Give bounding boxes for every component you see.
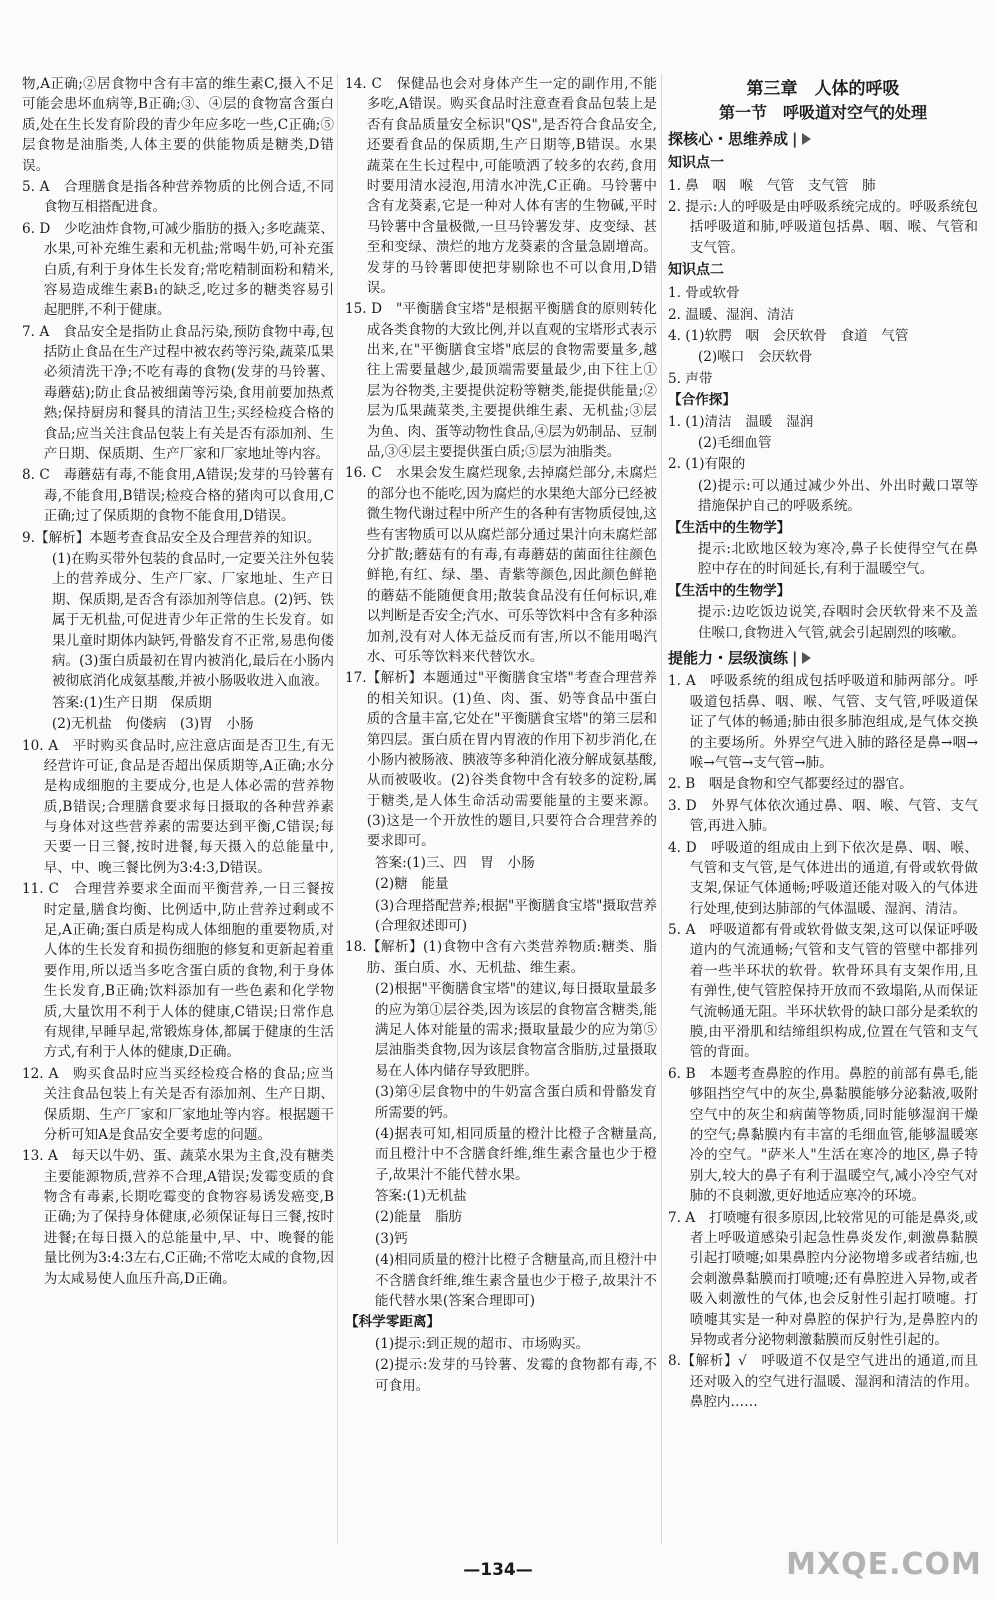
- answer-item-15: 15. D "平衡膳食宝塔"是根据平衡膳食的原则转化成各类食物的大致比例,并以直观的宝塔形式表示出来,在"平衡膳食宝塔"底层的食物需要量多,越往上需要量越少,最顶端需要量最少,由下往上①层为谷物类,主要提供淀粉等糖类,能提供能量;②层为瓜果蔬菜类,主要提供维生素、无机盐;③层为鱼、肉、蛋等动物性食品,④层为奶制品、豆制品,③④层主要提供蛋白质;⑤层为油脂类。: [345, 301, 657, 461]
- answer-item-7: 7. A 食品安全是指防止食品污染,预防食物中毒,包括防止食品在生产过程中被农药等污染,蔬菜瓜果必须清洗干净;不吃有毒的食物(发芽的马铃薯、毒蘑菇);防止食品被细菌等污染,食用前要加热煮熟;保持厨房和餐具的清洁卫生;买经检疫合格的食品;应当关注食品包装上有关是否有添加剂、生产日期、保质期、生产厂家和厂家地址等内容。: [22, 323, 334, 463]
- answer-item-8: 8. C 毒蘑菇有毒,不能食用,A错误;发芽的马铃薯有毒,不能食用,B错误;检疫合格的猪肉可以食用,C正确;过了保质期的食物不能食用,D错误。: [22, 467, 334, 525]
- answer-item-18-analysis: 18.【解析】(1)食物中含有六类营养物质:糖类、脂肪、蛋白质、水、无机盐、维生素。: [345, 939, 657, 976]
- science-tip-2: (2)提示:发芽的马铃薯、发霉的食物都有毒,不可食用。: [374, 1357, 657, 1394]
- answer-item-13: 13. A 每天以牛奶、蛋、蔬菜水果为主食,没有糖类主要能源物质,营养不合理,A错误;发霉变质的食物含有毒素,长期吃霉变的食物容易诱发癌变,B正确;为了保持身体健康,必须保证每日三餐,按时进餐;在每日摄入的总能量中,早、中、晚餐的能量比例为3:4:3左右,C正确;不常吃太咸的食物,因为太咸易使人血压升高,D正确。: [22, 1148, 334, 1287]
- column-divider: [337, 74, 338, 1544]
- knowledge-heading: 知识点一: [668, 154, 724, 171]
- knowledge-line: 1. 鼻 咽 喉 气管 支气管 肺: [668, 177, 876, 194]
- answer-item-17-answer-2: (2)糖 能量: [374, 876, 449, 893]
- answer-item-17-answer-3: (3)合理搭配营养;根据"平衡膳食宝塔"摄取营养(合理叙述即可): [374, 897, 657, 935]
- bar-separator: |: [792, 130, 798, 149]
- science-section-label: 【科学零距离】: [345, 1314, 441, 1331]
- answer-item-17-analysis: 17.【解析】本题通过"平衡膳食宝塔"考查合理营养的相关知识。(1)鱼、肉、蛋、奶等食品中蛋白质的含量丰富,它处在"平衡膳食宝塔"的第三层和第四层。蛋白质在胃内胃液的作用下初步消化,在小肠内被肠液、胰液等多种消化液分解成氨基酸,从而被吸收。(2)谷类食物中含有较多的淀粉,属于糖类,是人体生命活动需要能量的主要来源。(3)这是一个开放性的题目,只要符合合理营养的要求即可。: [345, 670, 657, 850]
- answer-item-18-answer-4: (4)相同质量的橙汁比橙子含糖量高,而且橙汁中不含膳食纤维,维生素含量也少于橙子,故果汁不能代替水果(答案合理即可): [374, 1252, 657, 1310]
- section-title: 第一节 呼吸道对空气的处理: [718, 102, 927, 122]
- right-column: [668, 78, 978, 1413]
- cooperation-line: 2. (1)有限的: [668, 456, 746, 473]
- section-bar-core: [668, 128, 978, 151]
- practice-answer-7: 7. A 打喷嚏有很多原因,比较常见的可能是鼻炎,或者上呼吸道感染引起急性鼻炎发作,刺激鼻黏膜引起打喷嚏;如果鼻腔内分泌物增多或者结痂,也会刺激鼻黏膜而打喷嚏;还有鼻腔进入异物,或者吸入刺激性的气体,也会反射性引起打喷嚏。打喷嚏其实是一种对鼻腔的保护行为,是鼻腔内的异物或者分泌物刺激黏膜而反射性引起的。: [668, 1209, 978, 1348]
- practice-answer-1: 1. A 呼吸系统的组成包括呼吸道和肺两部分。呼吸道包括鼻、咽、喉、气管、支气管,呼吸道保证了气体的畅通;肺由很多肺泡组成,是气体交换的主要场所。外界空气进入肺的路径是鼻→咽→喉→气管→支气管→肺。: [668, 673, 978, 771]
- section-bar-practice: [668, 647, 978, 670]
- chapter-title: 第三章 人体的呼吸: [746, 79, 900, 99]
- answer-item-6: 6. D 少吃油炸食物,可减少脂肪的摄入;多吃蔬菜、水果,可补充维生素和无机盐;常喝牛奶,可补充蛋白质,有利于身体生长发育;常吃精制面粉和精米,容易造成维生素B₁的缺乏,吃过多的糖类容易引起肥胖,不利于健康。: [22, 220, 334, 319]
- answer-item-11: 11. C 合理营养要求全面而平衡营养,一日三餐按时定量,膳食均衡、比例适中,防止营养过剩或不足,A正确;蛋白质是构成人体细胞的重要物质,对人体的生长发育和损伤细胞的修复和更新起着重要作用,所以适当多吃含蛋白质的食物,利于身体生长发育,B正确;饮料添加有一些色素和化学物质,大量饮用不利于人体的健康,C错误;日常作息有规律,早睡早起,常锻炼身体,都属于健康的生活方式,有利于人体的健康,D正确。: [22, 881, 334, 1061]
- answer-item-18-body-2: (2)根据"平衡膳食宝塔"的建议,每日摄取量最多的应为第①层谷类,因为该层的食物富含糖类,能满足人体对能量的需求;摄取量最少的应为第⑤层油脂类食物,因为该层食物富含脂肪,过量摄取易在人体内储存导致肥胖。: [374, 981, 657, 1079]
- answer-item-18-answer-3: (3)钙: [374, 1230, 408, 1247]
- answer-item-18-answer-2: (2)能量 脂肪: [374, 1209, 463, 1226]
- answer-item-9-body: (1)在购买带外包装的食品时,一定要关注外包装上的营养成分、生产厂家、厂家地址、生产日期、保质期,是否含有添加剂等信息。(2)钙、铁属于无机盐,可促进青少年正常的生长发育。如果儿童时期体内缺钙,骨骼发育不正常,易患佝偻病。(3)蛋白质最初在胃内被消化,最后在小肠内被彻底消化成氨基酸,并被小肠吸收进入血液。: [51, 550, 334, 690]
- practice-answer-8: 8.【解析】√ 呼吸道不仅是空气进出的通道,而且还对吸入的空气进行温暖、湿润和清洁的作用。鼻腔内……: [668, 1353, 978, 1411]
- knowledge-line: 1. 骨或软骨: [668, 285, 740, 302]
- answer-item-18-answer: 答案:(1)无机盐: [374, 1188, 467, 1205]
- knowledge-line: 2. 温暖、湿润、清洁: [668, 306, 795, 323]
- middle-column: [345, 74, 657, 1397]
- answer-item-9-answer: 答案:(1)生产日期 保质期: [51, 694, 212, 711]
- arrow-icon: [802, 652, 811, 664]
- knowledge-line: (2)喉口 会厌软骨: [697, 349, 813, 366]
- column-divider: [661, 74, 662, 1544]
- practice-answer-6: 6. B 本题考查鼻腔的作用。鼻腔的前部有鼻毛,能够阻挡空气中的灰尘,鼻黏膜能够分泌黏液,吸附空气中的灰尘和病菌等物质,同时能够湿润干燥的空气;鼻黏膜内有丰富的毛细血管,能够温暖寒冷的空气。"萨米人"生活在寒冷的地区,鼻子特别大,较大的鼻子有利于温暖空气,减小冷空气对肺的不良刺激,更好地适应寒冷的环境。: [668, 1065, 978, 1205]
- answer-item-14: 14. C 保健品也会对身体产生一定的副作用,不能多吃,A错误。购买食品时注意查看食品包装上是否有食品质量安全标识"QS",是否符合食品安全,还要看食品的保质期,生产日期等,B错误。水果蔬菜在生长过程中,可能喷洒了较多的农药,食用时要用清水浸泡,用清水冲洗,C正确。马铃薯中含有龙葵素,它是一种对人体有害的生物碱,平时马铃薯中含量极微,一旦马铃薯发芽、皮变绿、甚至和变绿、溃烂的地方龙葵素的含量急剧增高。发芽的马铃薯即使把芽剔除也不可以食用,D错误。: [345, 76, 657, 296]
- life-biology-heading: 【生活中的生物学】: [668, 582, 791, 599]
- practice-answer-4: 4. D 呼吸道的组成由上到下依次是鼻、咽、喉、气管和支气管,是气体进出的通道,有骨或软骨做支架,保证气体通畅;呼吸道还能对吸入的气体进行处理,使到达肺部的气体温暖、湿润、清洁。: [668, 839, 978, 917]
- practice-answer-2: 2. B 咽是食物和空气都要经过的器官。: [668, 776, 913, 793]
- answer-item-17-answer: 答案:(1)三、四 胃 小肠: [374, 854, 535, 871]
- answer-item-16: 16. C 水果会发生腐烂现象,去掉腐烂部分,未腐烂的部分也不能吃,因为腐烂的水果绝大部分已经被微生物代谢过程中所产生的各种有害物质侵蚀,这些有害物质可以从腐烂部分通过果汁向未腐烂部分扩散;蘑菇有的有毒,有毒蘑菇的菌面往往颜色鲜艳,有红、绿、墨、青紫等颜色,因此颜色鲜艳的蘑菇不能随便食用;散装食品没有任何标识,难以判断是否安全;汽水、可乐等饮料中含有多种添加剂,没有对人体无益反而有害,所以不能用喝汽水、可乐等饮料来代替饮水。: [345, 465, 657, 665]
- answer-item-10: 10. A 平时购买食品时,应注意店面是否卫生,有无经营许可证,食品是否超出保质期等,A正确;水分是构成细胞的主要成分,也是人体必需的营养物质,B错误;合理膳食要求每日摄取的各种营养素与身体对这些营养素的需要达到平衡,C错误;每天要一日三餐,按时进餐,每天摄入的总能量中,早、中、晚三餐比例为3:4:3,D错误。: [22, 737, 334, 876]
- answer-item-5: 5. A 合理膳食是指各种营养物质的比例合适,不同食物互相搭配进食。: [22, 178, 334, 216]
- knowledge-heading: 知识点二: [668, 262, 724, 279]
- answer-item-9-analysis: 9.【解析】本题考查食品安全及合理营养的知识。: [22, 529, 321, 546]
- answer-item-18-body-3: (3)第④层食物中的牛奶富含蛋白质和骨骼发育所需要的钙。: [374, 1084, 657, 1121]
- cooperation-heading: 【合作探】: [668, 392, 736, 409]
- life-biology-tip: 提示:边吃饭边说笑,吞咽时会厌软骨来不及盖住喉口,食物进入气管,就会引起剧烈的咳嗽。: [697, 604, 978, 641]
- cooperation-line: (2)毛细血管: [697, 434, 772, 451]
- page-number: —134—: [463, 1560, 533, 1580]
- section-bar-label: 提能力・层级演练: [668, 648, 789, 667]
- section-bar-label: 探核心・思维养成: [668, 130, 789, 149]
- answer-item-18-body-4: (4)据表可知,相同质量的橙汁比橙子含糖量高,而且橙汁中不含膳食纤维,维生素含量也少于橙子,故果汁不能代替水果。: [374, 1125, 657, 1183]
- answer-item-9-answer-2: (2)无机盐 佝偻病 (3)胃 小肠: [51, 716, 254, 733]
- science-tip-1: (1)提示:到正规的超市、市场购买。: [374, 1335, 590, 1352]
- cooperation-line: 1. (1)清洁 温暖 湿润: [668, 413, 814, 430]
- answer-paragraph: 物,A正确;②居食物中含有丰富的维生素C,摄入不足可能会患坏血病等,B正确;③、④层的食物富含蛋白质,处在生长发育阶段的青少年应多吃一些,C正确;⑤层食物是油脂类,人体主要的供能物质是糖类,D错误。: [22, 76, 334, 174]
- knowledge-line: 2. 提示:人的呼吸是由呼吸系统完成的。呼吸系统包括呼吸道和肺,呼吸道包括鼻、咽、喉、气管和支气管。: [668, 199, 978, 256]
- knowledge-line: 5. 声带: [668, 370, 713, 387]
- answer-item-12: 12. A 购买食品时应当买经检疫合格的食品;应当关注食品包装上有关是否有添加剂、生产日期、保质期、生产厂家和厂家地址等内容。根据题干分析可知A是食品安全要考虑的问题。: [22, 1065, 334, 1143]
- watermark-logo: MXQE.COM: [786, 1546, 982, 1582]
- bar-separator: |: [792, 648, 798, 667]
- practice-answer-5: 5. A 呼吸道都有骨或软骨做支架,这可以保证呼吸道内的气流通畅;气管和支气管的管壁中都排列着一些半环状的软骨。软骨环具有支架作用,且有弹性,使气管腔保持开放而不致塌陷,从而保证气流畅通无阻。半环状软骨的缺口部分是柔软的膜,由平滑肌和结缔组织构成,位置在气管和支气管的背面。: [668, 922, 978, 1061]
- life-biology-heading: 【生活中的生物学】: [668, 519, 791, 536]
- practice-answer-3: 3. D 外界气体依次通过鼻、咽、喉、气管、支气管,再进入肺。: [668, 797, 978, 835]
- cooperation-line: (2)提示:可以通过减少外出、外出时戴口罩等措施保护自己的呼吸系统。: [697, 477, 978, 515]
- life-biology-tip: 提示:北欧地区较为寒冷,鼻子长使得空气在鼻腔中存在的时间延长,有利于温暖空气。: [697, 540, 978, 578]
- arrow-icon: [802, 133, 811, 145]
- left-column: [22, 74, 334, 1290]
- knowledge-line: 4. (1)软腭 咽 会厌软骨 食道 气管: [668, 328, 909, 345]
